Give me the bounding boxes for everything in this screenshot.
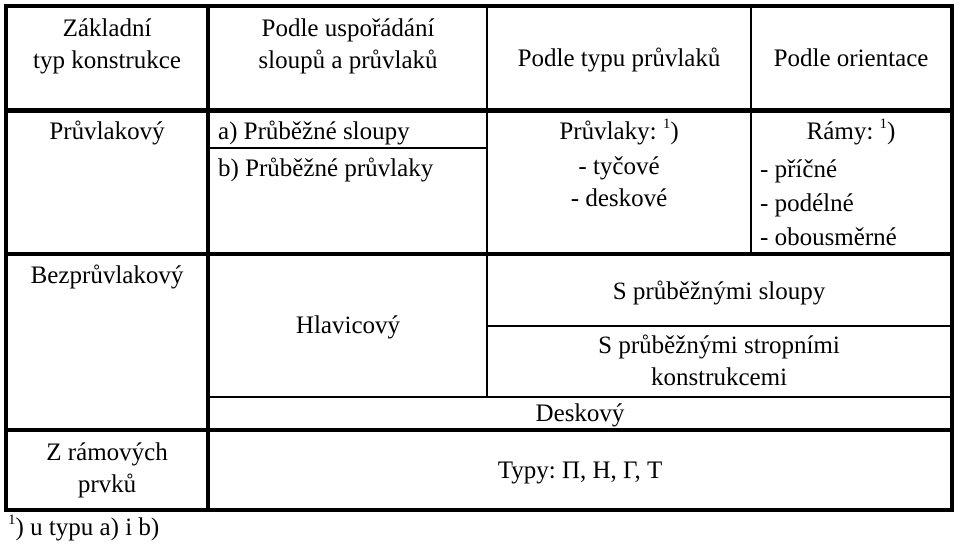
row3-type-line1: Z rámových [46, 439, 168, 466]
row1-arrangement-b: b) Průběžné průvlaky [218, 155, 434, 182]
row2-continuous-columns: S průběžnými sloupy [612, 278, 826, 305]
continuous-floor-line2: konstrukcemi [650, 364, 788, 391]
beams-note-paren: ) [670, 118, 679, 145]
frames-item: - příčné [760, 156, 838, 183]
footnote [8, 512, 159, 547]
row1-frames-title [752, 116, 950, 151]
header-col3: Podle typu průvlaků [517, 45, 721, 72]
row3-type [8, 437, 206, 501]
beams-item: - tyčové [578, 153, 660, 180]
row1-arrangement-a: a) Průběžné sloupy [218, 118, 410, 145]
table-border-top [4, 4, 954, 8]
header-divider [4, 108, 954, 113]
table-border-right [950, 4, 954, 512]
footnote-text: ) u typu a) i b) [15, 514, 160, 541]
beams-note: 1 [662, 116, 671, 132]
beams-title: Průvlaky: [559, 118, 657, 145]
frames-item: - obousměrné [760, 224, 897, 251]
frames-item: - podélné [760, 190, 854, 217]
frames-title: Rámy: [806, 118, 874, 145]
row2-continuous-floor [488, 330, 950, 394]
row2-head-type: Hlavicový [295, 312, 401, 339]
row1-frames-items [760, 153, 897, 255]
header-col1 [8, 13, 206, 77]
header-col1-line2: typ konstrukce [33, 47, 181, 74]
row3-types: Typy: Π, H, Γ, T [497, 457, 663, 484]
header-col2-line2: sloupů a průvlaků [258, 47, 438, 74]
row1-type: Průvlakový [49, 118, 165, 145]
header-col4: Podle orientace [773, 45, 929, 72]
frames-note-paren: ) [887, 118, 896, 145]
row1-beams [488, 116, 750, 215]
header-col2 [210, 13, 486, 77]
row2-type: Bezprůvlakový [30, 262, 184, 289]
frames-note: 1 [879, 116, 888, 132]
row2-inner-divider-h1 [486, 325, 954, 327]
beams-item: - deskové [570, 185, 668, 212]
footnote-mark: 1 [8, 512, 16, 528]
row2-slab: Deskový [535, 400, 625, 427]
header-col2-line1: Podle uspořádání [261, 15, 435, 42]
continuous-floor-line1: S průběžnými stropními [598, 332, 840, 359]
header-col1-line1: Základní [62, 15, 152, 42]
col1-divider [206, 4, 210, 512]
table-border-left [4, 4, 8, 512]
row3-type-line2: prvků [77, 471, 137, 498]
beams-title-line [488, 116, 750, 151]
